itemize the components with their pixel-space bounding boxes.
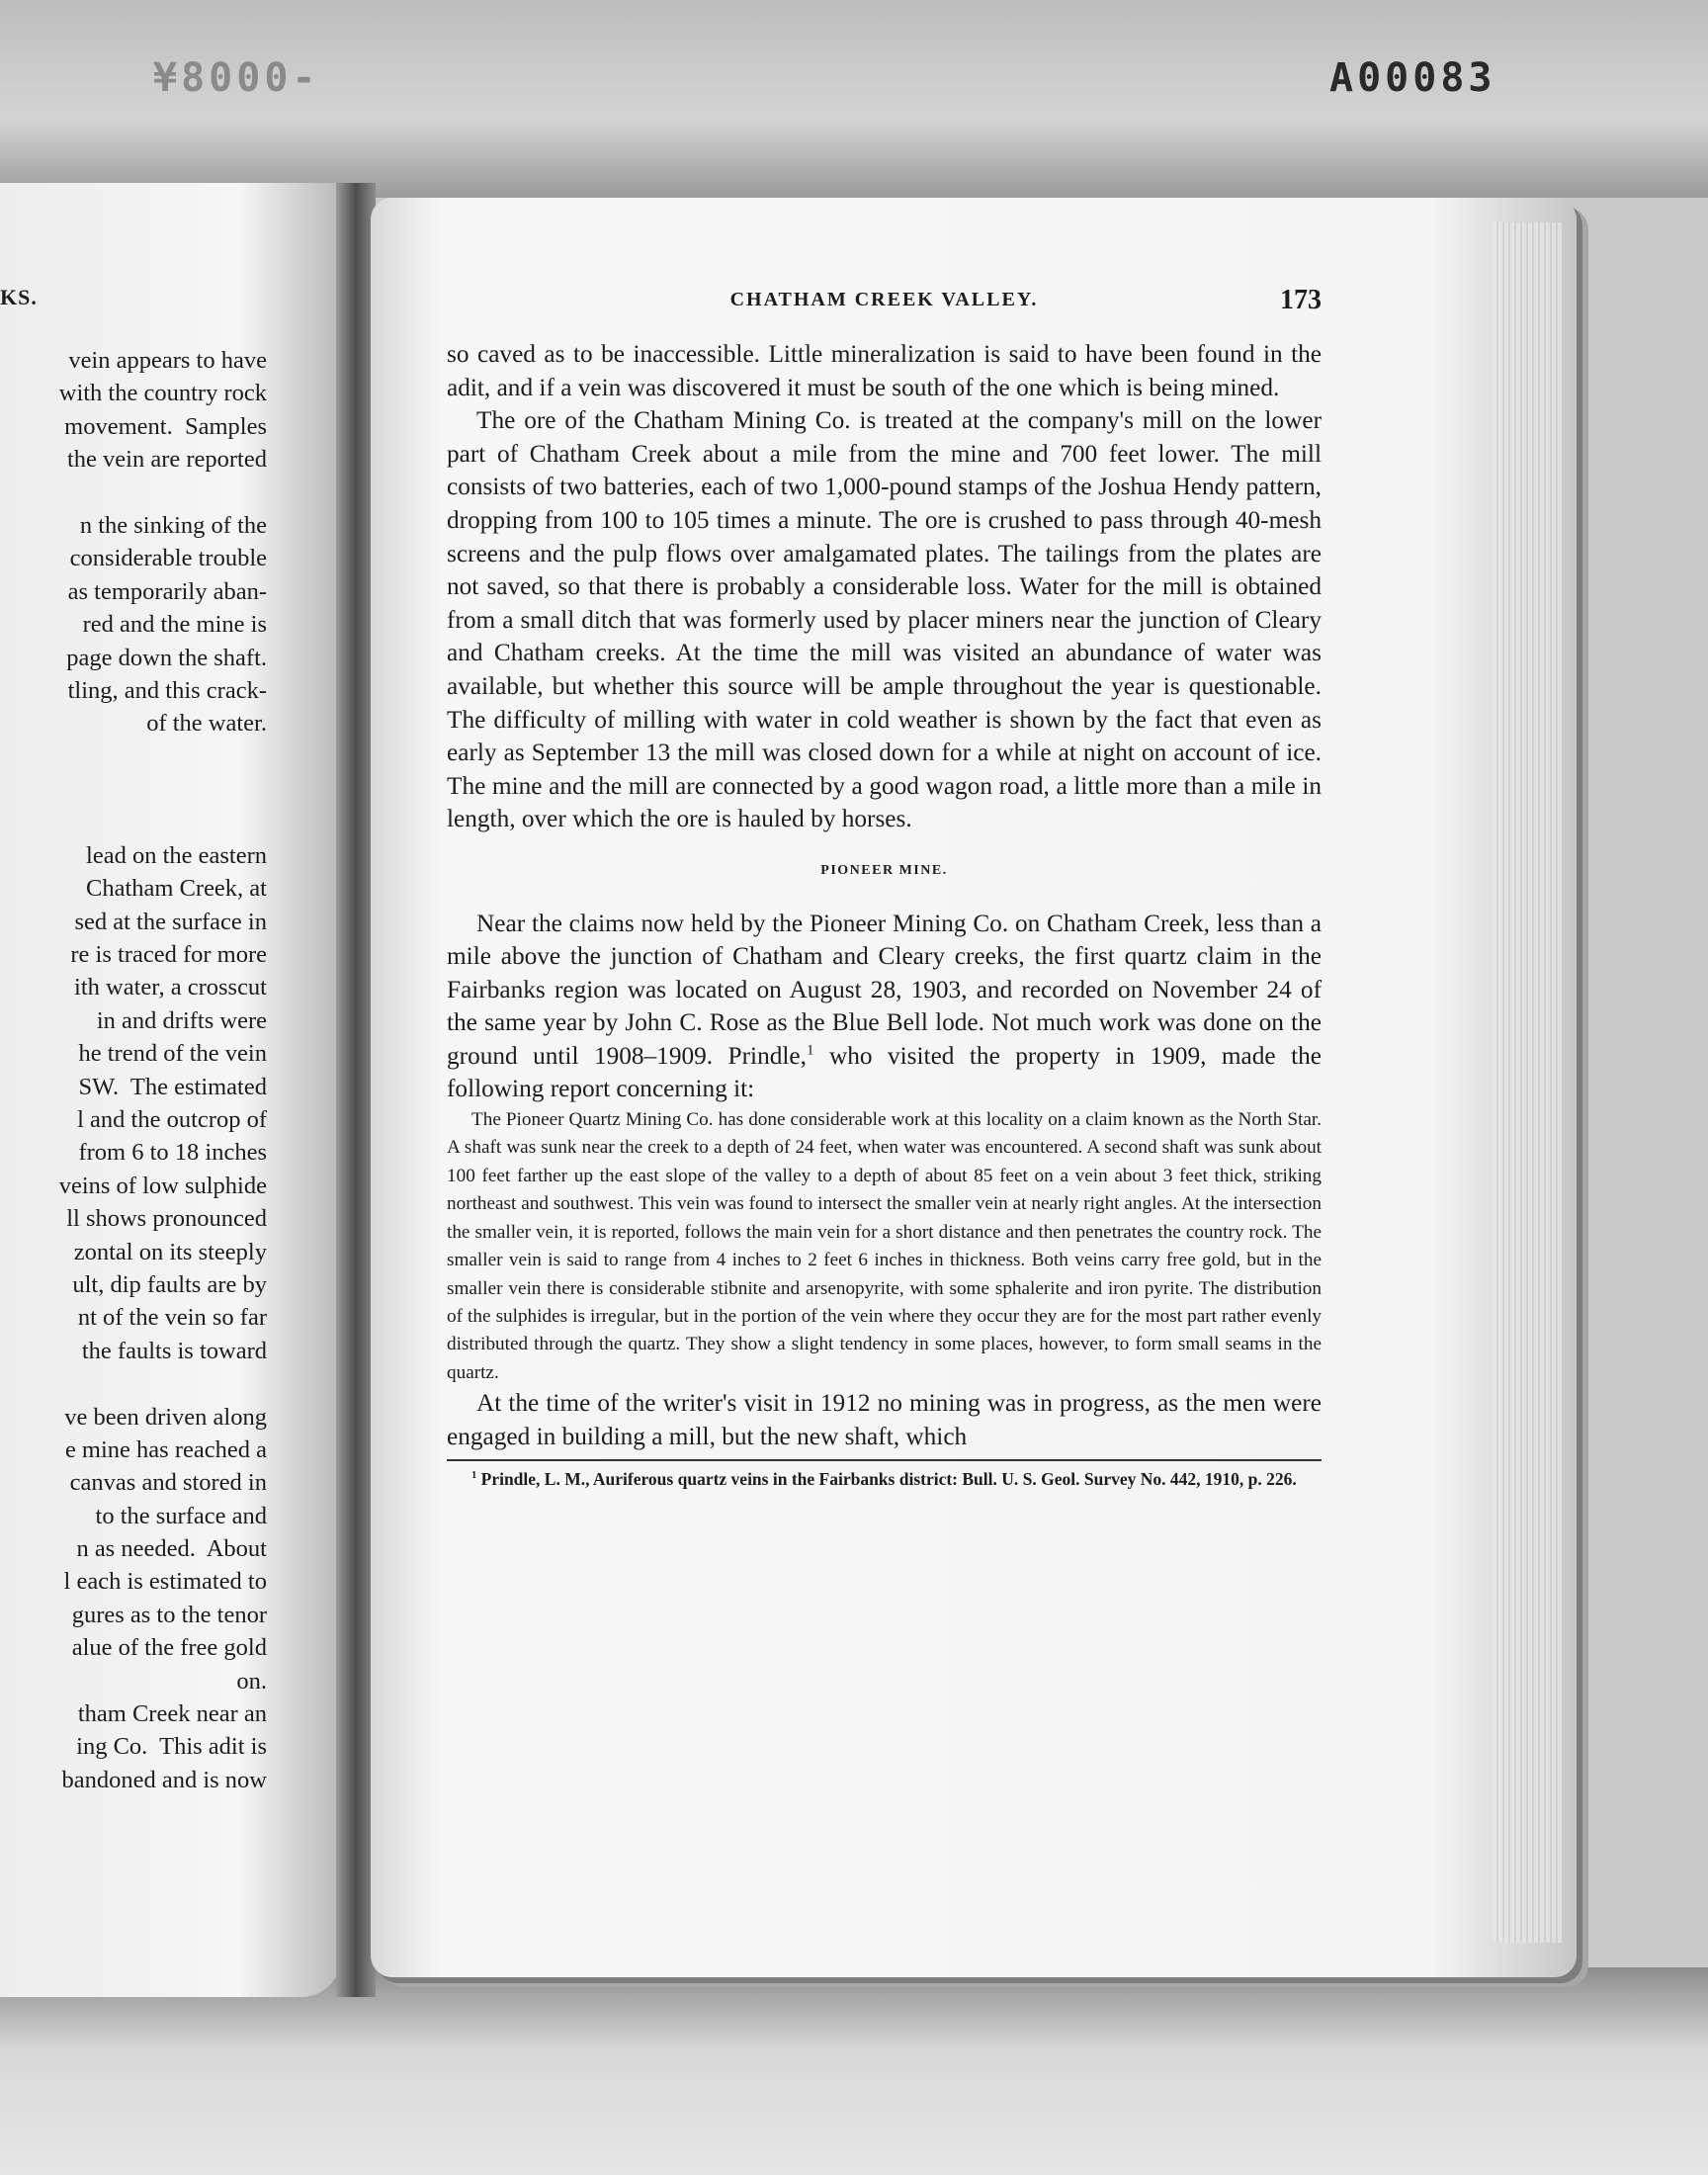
- left-page-line: ith water, a crosscut: [74, 974, 267, 1001]
- left-page-line: [0, 773, 267, 806]
- left-page-line: ll shows pronounced: [66, 1205, 267, 1233]
- left-page-line: n as needed. About: [76, 1535, 267, 1563]
- book-gutter: [336, 183, 376, 1997]
- left-page-line: l and the outcrop of: [77, 1105, 267, 1133]
- section-heading: PIONEER MINE.: [820, 862, 948, 878]
- left-page-line: veins of low sulphide: [58, 1172, 267, 1199]
- left-page-line: n the sinking of the: [79, 511, 267, 539]
- archive-stamp-left: ¥8000-: [153, 55, 320, 101]
- paragraph-mill: The ore of the Chatham Mining Co. is treated at the company's mill on the lower part of Chatham Creek about a mile from the mine and 700 feet lower. The mill consists of two batteries, each of two 1,000-pound stamps of the Joshua Hendy pattern, dropping from 100 to 105 times a minute. The ore is crushed to pass through 40-mesh screens and the pulp flows over amalgamated plates. The tailings from the plates are not saved, so that there is probably a considerable loss. Water for the mill is obtained from a small ditch that was formerly used by placer miners near the junction of Cleary and Chatham creeks. At the time the mill was visited an abundance of water was available, but whether this source will be ample throughout the year is questionable. The difficulty of milling with water in cold weather is shown by the fact that even as early as September 13 the mill was closed down for a while at night on account of ice. The mine and the mill are connected by a good wagon road, a little more than a mile in length, over which the ore is hauled by horses.: [447, 406, 1322, 833]
- left-page-line: the vein are reported: [66, 446, 267, 474]
- left-page-line: nt of the vein so far: [77, 1304, 267, 1332]
- left-page-line: ve been driven along: [64, 1403, 267, 1431]
- left-page-line: red and the mine is: [82, 611, 267, 639]
- left-page-line: tham Creek near an: [77, 1700, 267, 1728]
- left-page-line: he trend of the vein: [78, 1040, 267, 1068]
- footnote-reference: 1: [806, 1041, 814, 1059]
- left-page-line: SW. The estimated: [78, 1073, 267, 1100]
- left-page-text: [0, 344, 267, 1796]
- left-page-line: on.: [236, 1667, 267, 1695]
- left-page-line: [0, 740, 267, 773]
- left-running-head: KS.: [0, 285, 38, 309]
- left-page-line: Chatham Creek, at: [79, 875, 267, 903]
- left-page-line: as temporarily aban-: [67, 577, 267, 605]
- block-quote: The Pioneer Quartz Mining Co. has done considerable work at this locality on a claim known as the North Star. A shaft was sunk near the creek to a depth of 24 feet, when water was encountered. A second shaft was sunk about 100 feet farther up the east slope of the valley to a depth of about 85 feet on a vein about 3 feet thick, striking northeast and southwest. This vein was found to intersect the smaller vein at nearly right angles. At the intersection the smaller vein, it is reported, follows the main vein for a short distance and then penetrates the country rock. The smaller vein is said to range from 4 inches to 2 feet 6 inches in thickness. Both veins carry free gold, but in the smaller vein there is considerable stibnite and arsenopyrite, with some sphalerite and iron pyrite. The distribution of the sulphides is irregular, but in the portion of the vein where they occur they are for the most part rather evenly distributed through the quartz. They show a slight tendency in some places, however, to form small seams in the quartz.: [447, 1109, 1322, 1383]
- left-page-line: the faults is toward: [75, 1337, 267, 1364]
- left-page-line: from 6 to 18 inches: [72, 1139, 267, 1167]
- left-page-line: gures as to the tenor: [71, 1601, 267, 1628]
- left-page-line: in and drifts were: [96, 1006, 267, 1034]
- running-title: CHATHAM CREEK VALLEY.: [729, 289, 1039, 310]
- page-edges: [1493, 222, 1562, 1943]
- scan-bottom-margin: [0, 1967, 1708, 2175]
- footnote-text: Prindle, L. M., Auriferous quartz veins in the Fairbanks district: Bull. U. S. Geol. Survey No. 442, 1910, p. 226.: [476, 1469, 1297, 1490]
- left-page-line: lead on the eastern: [79, 841, 267, 869]
- left-page-line: zontal on its steeply: [73, 1238, 267, 1265]
- left-page-line: [0, 806, 267, 838]
- left-page-line: ing Co. This adit is: [76, 1733, 267, 1761]
- left-page-line: l each is estimated to: [63, 1568, 267, 1596]
- left-page-line: [0, 1367, 267, 1400]
- paragraph-pioneer-end: who visited the property in 1909, made the following report concerning it:: [447, 1041, 1322, 1103]
- left-page-line: sed at the surface in: [74, 908, 267, 935]
- left-page-line: [0, 477, 267, 509]
- left-page-line: alue of the free gold: [71, 1634, 267, 1662]
- left-page-line: bandoned and is now: [61, 1766, 267, 1793]
- left-page-line: with the country rock: [58, 380, 267, 407]
- footnote-rule: [447, 1459, 1322, 1461]
- left-page-line: of the water.: [146, 710, 267, 738]
- left-page-line: considerable trouble: [63, 545, 267, 572]
- left-page-line: page down the shaft.: [66, 644, 267, 671]
- running-head: [447, 285, 1322, 318]
- main-text: [447, 338, 1322, 1491]
- footnote-number: 1: [471, 1470, 477, 1482]
- left-page-line: tling, and this crack-: [67, 676, 267, 704]
- archive-stamp-right: A00083: [1329, 55, 1496, 101]
- paragraph-visit: At the time of the writer's visit in 1912 no mining was in progress, as the men were engaged in building a mill, but the new shaft, which: [447, 1389, 1322, 1450]
- left-page-line: movement. Samples: [58, 412, 267, 440]
- left-page-line: re is traced for more: [70, 941, 267, 969]
- paragraph-pioneer-text: Near the claims now held by the Pioneer Mining Co. on Chatham Creek, less than a mile above the junction of Chatham and Cleary creeks, the first quartz claim in the Fairbanks region was located on August 28, 1903, and recorded on November 24 of the same year by John C. Rose as the Blue Bell lode. Not much work was done on the ground until 1908–1909. Prindle,: [447, 909, 1322, 1070]
- paragraph-continuation: so caved as to be inaccessible. Little mineralization is said to have been found in the adit, and if a vein was discovered it must be south of the one which is being mined.: [447, 340, 1322, 401]
- footnote: [447, 1467, 1322, 1491]
- left-page-line: canvas and stored in: [69, 1469, 267, 1497]
- left-page-line: to the surface and: [89, 1502, 267, 1529]
- paragraph-pioneer: [447, 908, 1322, 1107]
- page-number: 173: [1280, 285, 1322, 315]
- left-page-line: vein appears to have: [68, 347, 267, 374]
- left-page-line: e mine has reached a: [64, 1436, 267, 1463]
- left-page-line: ult, dip faults are by: [72, 1270, 267, 1298]
